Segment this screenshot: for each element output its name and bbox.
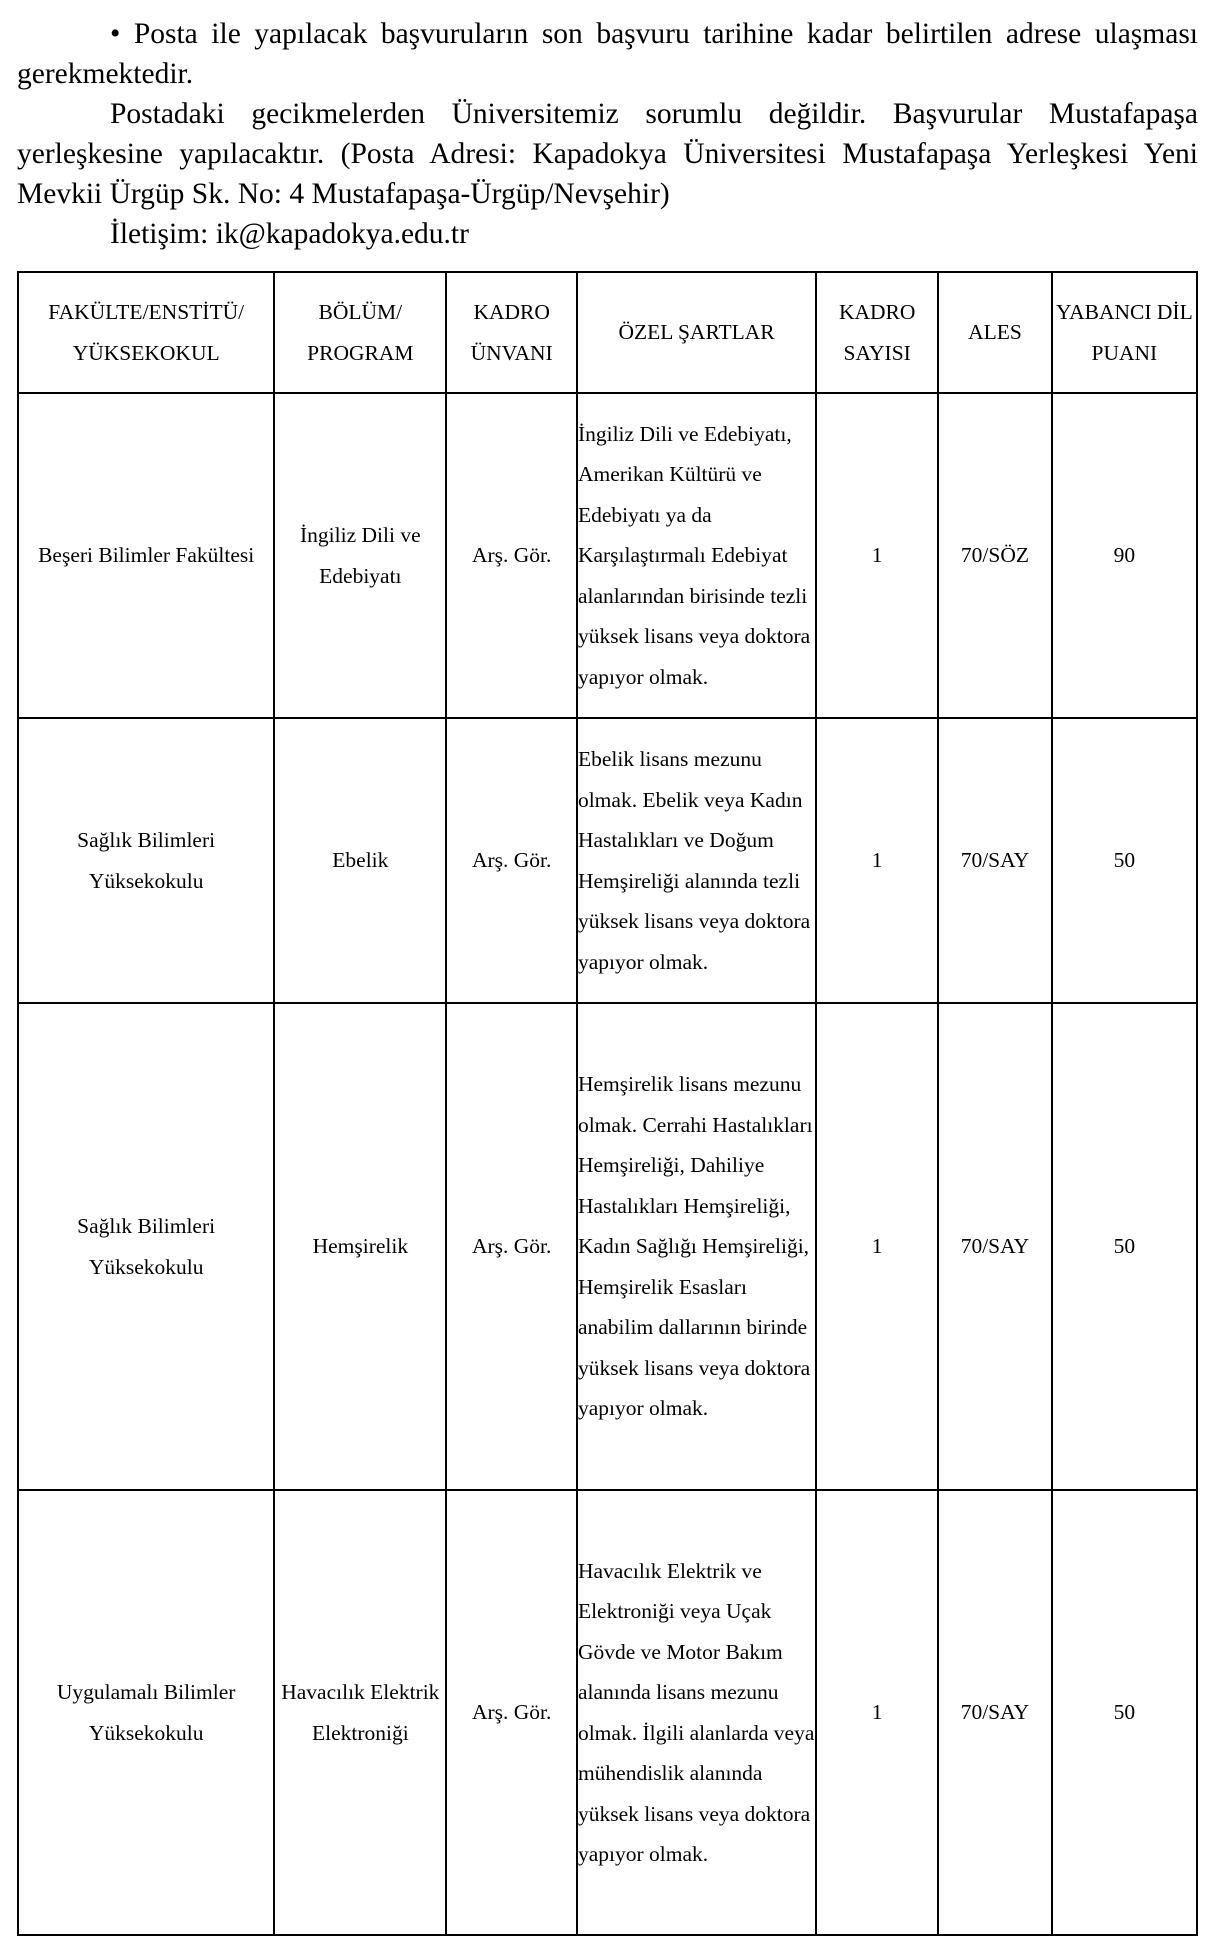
cell-ales: 70/SÖZ <box>938 393 1052 718</box>
position-table <box>17 271 1198 1936</box>
header-ales: ALES <box>938 272 1052 393</box>
header-title: KADRO ÜNVANI <box>446 272 577 393</box>
cell-title: Arş. Gör. <box>446 718 577 1003</box>
table-row <box>18 718 1197 1003</box>
cell-count: 1 <box>816 393 938 718</box>
cell-faculty: Sağlık Bilimleri Yüksekokulu <box>18 1003 274 1490</box>
cell-count: 1 <box>816 718 938 1003</box>
cell-count: 1 <box>816 1490 938 1935</box>
cell-faculty: Uygulamalı Bilimler Yüksekokulu <box>18 1490 274 1935</box>
cell-faculty: Beşeri Bilimler Fakültesi <box>18 393 274 718</box>
cell-requirements: İngiliz Dili ve Edebiyatı, Amerikan Kültürü ve Edebiyatı ya da Karşılaştırmalı Edebiyat alanlarından birisinde tezli yüksek lisans veya doktora yapıyor olmak. <box>577 393 816 718</box>
header-requirements: ÖZEL ŞARTLAR <box>577 272 816 393</box>
header-language: YABANCI DİL PUANI <box>1052 272 1197 393</box>
cell-title: Arş. Gör. <box>446 1003 577 1490</box>
cell-ales: 70/SAY <box>938 1490 1052 1935</box>
header-faculty: FAKÜLTE/ENSTİTÜ/ YÜKSEKOKUL <box>18 272 274 393</box>
bullet-paragraph: • Posta ile yapılacak başvuruların son başvuru tarihine kadar belirtilen adrese ulaşması gerekmektedir. <box>17 18 1198 90</box>
notice-paragraph: Postadaki gecikmelerden Üniversitemiz sorumlu değildir. Başvurular Mustafapaşa yerleşkesine yapılacaktır. (Posta Adresi: Kapadokya Üniversitesi Mustafapaşa Yerleşkesi Yeni Mevkii Ürgüp Sk. No: 4 Mustafapaşa-Ürgüp/Nevşehir) <box>17 98 1198 210</box>
cell-requirements: Hemşirelik lisans mezunu olmak. Cerrahi Hastalıkları Hemşireliği, Dahiliye Hastalıkları Hemşireliği, Kadın Sağlığı Hemşireliği, Hemşirelik Esasları anabilim dallarının birinde yüksek lisans veya doktora yapıyor olmak. <box>577 1003 816 1490</box>
cell-department: Ebelik <box>274 718 446 1003</box>
table-row <box>18 393 1197 718</box>
cell-count: 1 <box>816 1003 938 1490</box>
cell-faculty: Sağlık Bilimleri Yüksekokulu <box>18 718 274 1003</box>
table-header-row <box>18 272 1197 393</box>
cell-requirements: Havacılık Elektrik ve Elektroniği veya Uçak Gövde ve Motor Bakım alanında lisans mezunu olmak. İlgili alanlarda veya mühendislik alanında yüksek lisans veya doktora yapıyor olmak. <box>577 1490 816 1935</box>
cell-ales: 70/SAY <box>938 718 1052 1003</box>
cell-language: 90 <box>1052 393 1197 718</box>
table-row <box>18 1003 1197 1490</box>
cell-language: 50 <box>1052 718 1197 1003</box>
header-count: KADRO SAYISI <box>816 272 938 393</box>
cell-requirements: Ebelik lisans mezunu olmak. Ebelik veya Kadın Hastalıkları ve Doğum Hemşireliği alanında tezli yüksek lisans veya doktora yapıyor olmak. <box>577 718 816 1003</box>
cell-ales: 70/SAY <box>938 1003 1052 1490</box>
cell-title: Arş. Gör. <box>446 1490 577 1935</box>
cell-department: Havacılık Elektrik Elektroniği <box>274 1490 446 1935</box>
table-row <box>18 1490 1197 1935</box>
cell-title: Arş. Gör. <box>446 393 577 718</box>
cell-department: İngiliz Dili ve Edebiyatı <box>274 393 446 718</box>
intro-section <box>17 14 1198 254</box>
header-department: BÖLÜM/ PROGRAM <box>274 272 446 393</box>
contact-line: İletişim: ik@kapadokya.edu.tr <box>110 218 469 250</box>
cell-language: 50 <box>1052 1003 1197 1490</box>
cell-language: 50 <box>1052 1490 1197 1935</box>
cell-department: Hemşirelik <box>274 1003 446 1490</box>
